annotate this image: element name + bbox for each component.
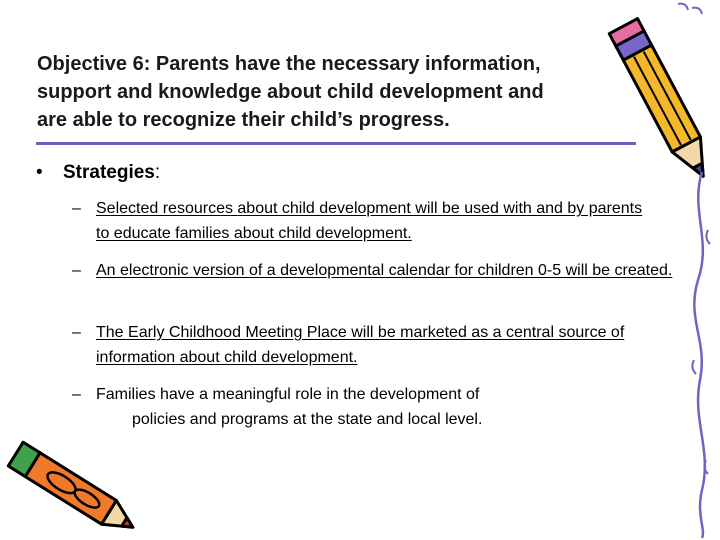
strategy-text-line-2: policies and programs at the state and local level. [132,411,483,428]
strategy-text [96,382,612,432]
title-line-1: Objective 6: Parents have the necessary information, [37,53,541,75]
title-line-2: support and knowledge about child development and [37,81,544,103]
strategy-text: An electronic version of a developmental calendar for children 0-5 will be created. [96,262,673,279]
strategy-text: Selected resources about child development will be used with and by parents to educate families about child development. [96,200,643,242]
title-divider [36,142,636,145]
strategies-colon: : [154,162,161,183]
strategy-item [72,196,652,246]
strategy-item [72,320,672,370]
dash-marker: – [72,262,81,279]
strategies-bullet [36,160,160,186]
strategy-item [72,258,682,283]
dash-marker: – [72,200,81,217]
dash-marker: – [72,324,81,341]
bullet-symbol: • [36,162,43,183]
dash-marker: – [72,386,81,403]
strategy-text-line-1: Families have a meaningful role in the development of [96,386,480,403]
pencil-icon [0,430,150,540]
slide-title [37,50,657,134]
strategy-text: The Early Childhood Meeting Place will be marketed as a central source of information about child development. [96,324,625,366]
strategy-item [72,382,612,432]
title-line-3: are able to recognize their child’s progress. [37,109,450,131]
scribble-icon [672,170,720,540]
strategies-label: Strategies [63,162,155,183]
